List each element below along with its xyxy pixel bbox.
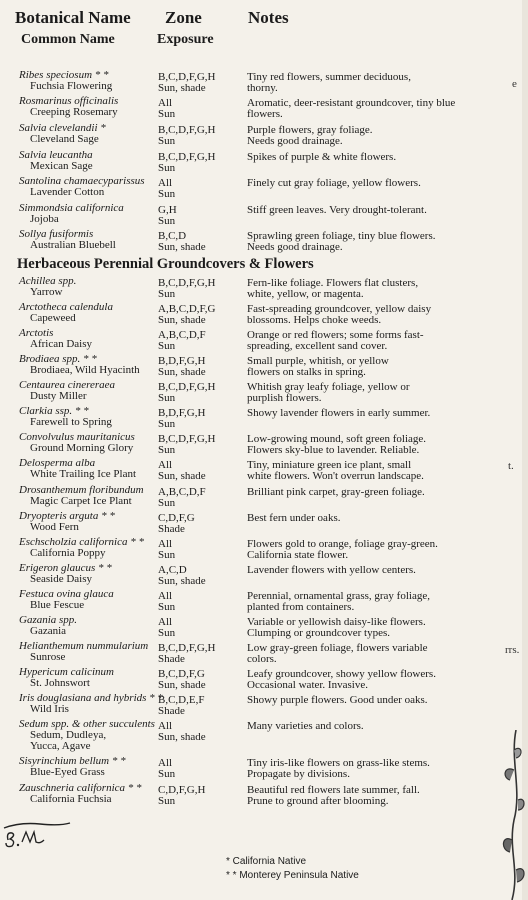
common-name: Dusty Miller [30, 390, 87, 402]
notes-cell [247, 98, 477, 119]
zone-exposure-cell [158, 152, 240, 174]
plant-name-cell [19, 537, 157, 559]
notes-cell [247, 304, 477, 325]
notes-cell [247, 231, 477, 252]
common-name: California Fuchsia [30, 793, 112, 805]
notes-cell [247, 408, 477, 419]
plant-name-cell [19, 692, 163, 715]
notes-line: Propagate by divisions. [247, 767, 350, 780]
notes-line: flowers. [247, 107, 283, 120]
notes-line: Fern-like foliage. Flowers flat clusters, [247, 277, 419, 289]
botanical-name: Salvia leucantha [19, 149, 93, 161]
notes-cell [247, 178, 477, 189]
botanical-name: Simmondsia californica [19, 202, 124, 214]
notes-cell [247, 205, 477, 216]
notes-cell [247, 125, 477, 146]
notes-line: thorny. [247, 81, 278, 94]
notes-cell [247, 591, 477, 612]
zone-value: All [158, 459, 173, 471]
notes-line: colors. [247, 652, 277, 665]
margin-fragment: t. [508, 460, 514, 472]
botanical-name: Brodiaea spp. * * [19, 353, 97, 365]
zone-value: All [158, 538, 173, 550]
botanical-name: Helianthemum nummularium [19, 640, 149, 652]
notes-line: purplish flowers. [247, 391, 322, 404]
exposure-value: Sun, shade [158, 82, 206, 94]
plant-name-cell [19, 123, 157, 145]
zone-value: C,D,F,G,H [158, 784, 206, 796]
zone-exposure-cell [158, 487, 240, 509]
plant-name-cell [19, 563, 157, 585]
exposure-value: Sun, shade [158, 679, 206, 691]
zone-value: B,C,D,F,G,H [158, 277, 216, 289]
notes-line: Best fern under oaks. [247, 512, 341, 524]
notes-line: white flowers. Won't overrun landscape. [247, 469, 424, 482]
zone-value: B,C,D,E,F [158, 694, 205, 706]
exposure-value: Sun, shade [158, 470, 206, 482]
common-name: Capeweed [30, 312, 76, 324]
exposure-value: Sun [158, 215, 176, 227]
notes-line: Needs good drainage. [247, 134, 343, 147]
common-name: Australian Bluebell [30, 239, 116, 251]
table-row [0, 229, 528, 263]
notes-line: Tiny red flowers, summer deciduous, [247, 71, 411, 83]
notes-line: Lavender flowers with yellow centers. [247, 564, 416, 576]
notes-line: Showy purple flowers. Good under oaks. [247, 694, 428, 706]
plant-name-cell [19, 783, 157, 805]
plant-name-cell [19, 511, 157, 533]
plant-name-cell [19, 96, 157, 118]
common-name: Seaside Daisy [30, 573, 93, 585]
zone-value: C,D,F,G [158, 512, 195, 524]
notes-cell [247, 785, 477, 806]
common-name: Sedum, Dudleya, [30, 729, 107, 741]
notes-line: blossoms. Helps choke weeds. [247, 313, 382, 326]
exposure-value: Sun [158, 549, 176, 561]
zone-exposure-cell [158, 125, 240, 147]
exposure-value: Shade [158, 705, 185, 717]
notes-cell [247, 278, 477, 299]
notes-line: Low-growing mound, soft green foliage. [247, 433, 427, 445]
notes-cell [247, 487, 477, 498]
exposure-value: Sun [158, 162, 176, 174]
notes-cell [247, 513, 477, 524]
plant-name-cell [19, 70, 157, 92]
zone-value: B,C,D,F,G,H [158, 124, 216, 136]
notes-line: Flowers sky-blue to lavender. Reliable. [247, 443, 420, 456]
zone-exposure-cell [158, 565, 240, 587]
plant-name-cell [19, 276, 157, 298]
zone-exposure-cell [158, 408, 240, 430]
exposure-value: Shade [158, 653, 185, 665]
zone-value: B,C,D [158, 230, 187, 242]
botanical-name: Centaurea cinereraea [19, 379, 116, 391]
notes-line: Finely cut gray foliage, yellow flowers. [247, 177, 421, 189]
zone-value: B,C,D,F,G,H [158, 381, 216, 393]
plant-name-cell [19, 354, 157, 376]
zone-value: A,B,C,D,F,G [158, 303, 216, 315]
zone-value: All [158, 616, 173, 628]
notes-cell [247, 721, 477, 732]
margin-fragment: rrs. [505, 644, 520, 656]
zone-value: All [158, 590, 173, 602]
zone-value: A,C,D [158, 564, 187, 576]
notes-line: Stiff green leaves. Very drought-tolerant. [247, 204, 427, 216]
zone-value: All [158, 97, 173, 109]
botanical-name: Sisyrinchium bellum * * [19, 755, 126, 767]
botanical-name: Sedum spp. & other succulents [19, 718, 155, 730]
zone-exposure-cell [158, 278, 240, 300]
exposure-value: Sun, shade [158, 575, 206, 587]
notes-line: Occasional water. Invasive. [247, 678, 368, 691]
botanical-name: Achillea spp. [19, 275, 77, 287]
plant-name-cell [19, 458, 157, 480]
plant-name-cell [19, 176, 157, 198]
zone-value: B,C,D,F,G,H [158, 433, 216, 445]
botanical-name: Ribes speciosum * * [19, 69, 109, 81]
notes-line: Brilliant pink carpet, gray-green foliage. [247, 486, 425, 498]
notes-line: spreading, excellent sand cover. [247, 339, 388, 352]
botanical-name: Sollya fusiformis [19, 228, 94, 240]
plant-name-cell [19, 615, 157, 637]
common-name: Yucca, Agave [30, 740, 91, 752]
zone-exposure-cell [158, 460, 240, 482]
notes-line: Tiny iris-like flowers on grass-like stems. [247, 757, 430, 769]
common-name: Mexican Sage [30, 160, 93, 172]
zone-exposure-cell [158, 643, 240, 665]
notes-line: Many varieties and colors. [247, 720, 364, 732]
common-name: California Poppy [30, 547, 106, 559]
exposure-value: Sun [158, 188, 176, 200]
botanical-name: Eschscholzia californica * * [19, 536, 144, 548]
zone-exposure-cell [158, 785, 240, 807]
zone-exposure-cell [158, 382, 240, 404]
zone-exposure-cell [158, 356, 240, 378]
handwritten-signature [0, 818, 80, 852]
plant-name-cell [19, 406, 157, 428]
notes-cell [247, 330, 477, 351]
common-name: African Daisy [30, 338, 93, 350]
zone-exposure-cell [158, 695, 240, 717]
notes-cell [247, 152, 477, 163]
notes-cell [247, 695, 477, 706]
notes-line: flowers on stalks in spring. [247, 365, 366, 378]
exposure-value: Shade [158, 523, 185, 535]
common-name: Wild Iris [30, 703, 69, 715]
table-row [0, 719, 528, 753]
exposure-value: Sun [158, 340, 176, 352]
common-name: Creeping Rosemary [30, 106, 118, 118]
notes-line: Purple flowers, gray foliage. [247, 124, 373, 136]
plant-name-cell [19, 756, 157, 778]
common-name: Fuchsia Flowering [30, 80, 113, 92]
exposure-value: Sun [158, 392, 176, 404]
common-name: Blue-Eyed Grass [30, 766, 105, 778]
zone-value: B,C,D,F,G,H [158, 71, 216, 83]
notes-cell [247, 356, 477, 377]
notes-line: Flowers gold to orange, foliage gray-green. [247, 538, 438, 550]
notes-line: Small purple, whitish, or yellow [247, 355, 389, 367]
botanical-name: Gazania spp. [19, 614, 78, 626]
notes-line: Aromatic, deer-resistant groundcover, tiny blue [247, 97, 456, 109]
zone-exposure-cell [158, 72, 240, 94]
plant-name-cell [19, 432, 157, 454]
zone-value: B,C,D,F,G,H [158, 642, 216, 654]
notes-cell [247, 382, 477, 403]
plant-name-cell [19, 589, 157, 611]
notes-line: Beautiful red flowers late summer, fall. [247, 784, 420, 796]
zone-exposure-cell [158, 304, 240, 326]
column-header-exposure: Exposure [157, 32, 214, 47]
zone-value: All [158, 757, 173, 769]
botanical-name: Rosmarinus officinalis [19, 95, 119, 107]
plant-name-cell [19, 380, 157, 402]
exposure-value: Sun [158, 418, 176, 430]
zone-exposure-cell [158, 205, 240, 227]
plant-name-cell [19, 485, 157, 507]
plant-name-cell [19, 641, 157, 663]
zone-exposure-cell [158, 539, 240, 561]
common-name: Farewell to Spring [30, 416, 112, 428]
botanical-name: Hypericum calicinum [19, 666, 114, 678]
common-name: St. Johnswort [30, 677, 90, 689]
notes-line: Variable or yellowish daisy-like flowers. [247, 616, 426, 628]
notes-cell [247, 460, 477, 481]
notes-line: Spikes of purple & white flowers. [247, 151, 397, 163]
zone-exposure-cell [158, 330, 240, 352]
exposure-value: Sun, shade [158, 366, 206, 378]
zone-exposure-cell [158, 617, 240, 639]
notes-line: planted from containers. [247, 600, 355, 613]
notes-cell [247, 72, 477, 93]
notes-line: Needs good drainage. [247, 240, 343, 253]
botanical-name: Iris douglasiana and hybrids * * [19, 692, 163, 704]
plant-name-cell [19, 203, 157, 225]
plant-name-cell [19, 719, 157, 752]
plant-name-cell [19, 667, 157, 689]
common-name: Gazania [30, 625, 67, 637]
notes-cell [247, 565, 477, 576]
exposure-value: Sun [158, 288, 176, 300]
zone-exposure-cell [158, 98, 240, 120]
plant-name-cell [19, 328, 157, 350]
zone-value: B,C,D,F,G [158, 668, 205, 680]
notes-line: Prune to ground after blooming. [247, 794, 389, 807]
zone-value: B,D,F,G,H [158, 407, 206, 419]
exposure-value: Sun [158, 768, 176, 780]
footnote-california-native: * California Native [226, 856, 307, 867]
botanical-name: Erigeron glaucus * * [19, 562, 112, 574]
notes-cell [247, 669, 477, 690]
plant-name-cell [19, 302, 157, 324]
botanical-name: Drosanthemum floribundum [19, 484, 144, 496]
exposure-value: Sun [158, 497, 176, 509]
column-header-zone: Zone [165, 8, 202, 27]
notes-line: Sprawling green foliage, tiny blue flowers. [247, 230, 436, 242]
notes-cell [247, 617, 477, 638]
botanical-name: Clarkia ssp. * * [19, 405, 89, 417]
botanical-name: Santolina chamaecyparissus [19, 175, 145, 187]
notes-line: Clumping or groundcover types. [247, 626, 390, 639]
zone-exposure-cell [158, 513, 240, 535]
footnote-monterey-native: * * Monterey Peninsula Native [226, 870, 359, 881]
notes-cell [247, 758, 477, 779]
zone-value: All [158, 720, 173, 732]
zone-exposure-cell [158, 669, 240, 691]
zone-exposure-cell [158, 591, 240, 613]
notes-cell [247, 539, 477, 560]
zone-exposure-cell [158, 178, 240, 200]
zone-value: G,H [158, 204, 177, 216]
notes-line: Whitish gray leafy foliage, yellow or [247, 381, 410, 393]
exposure-value: Sun [158, 627, 176, 639]
notes-line: Perennial, ornamental grass, gray foliage, [247, 590, 430, 602]
common-name: Yarrow [30, 286, 63, 298]
common-name: Ground Morning Glory [30, 442, 134, 454]
notes-line: Orange or red flowers; some forms fast- [247, 329, 424, 341]
zone-value: B,D,F,G,H [158, 355, 206, 367]
notes-line: California state flower. [247, 548, 349, 561]
common-name: Lavender Cotton [30, 186, 105, 198]
zone-exposure-cell [158, 721, 240, 743]
margin-fragment: e [512, 78, 517, 90]
notes-cell [247, 434, 477, 455]
common-name: Wood Fern [30, 521, 79, 533]
botanical-name: Delosperma alba [19, 457, 96, 469]
exposure-value: Sun [158, 108, 176, 120]
botanical-illustration [498, 730, 528, 900]
notes-line: Leafy groundcover, showy yellow flowers. [247, 668, 436, 680]
column-header-common-name: Common Name [21, 32, 115, 47]
exposure-value: Sun [158, 795, 176, 807]
exposure-value: Sun [158, 135, 176, 147]
zone-value: B,C,D,F,G,H [158, 151, 216, 163]
botanical-name: Zauschneria californica * * [19, 782, 142, 794]
botanical-name: Convolvulus mauritanicus [19, 431, 135, 443]
zone-value: A,B,C,D,F [158, 486, 206, 498]
notes-line: Tiny, miniature green ice plant, small [247, 459, 412, 471]
section-title-perennials: Herbaceous Perennial Groundcovers & Flowers [17, 256, 314, 272]
exposure-value: Sun, shade [158, 241, 206, 253]
notes-line: Low gray-green foliage, flowers variable [247, 642, 428, 654]
column-header-botanical-name: Botanical Name [15, 8, 131, 27]
zone-value: A,B,C,D,F [158, 329, 206, 341]
exposure-value: Sun [158, 444, 176, 456]
common-name: Sunrose [30, 651, 66, 663]
exposure-value: Sun, shade [158, 314, 206, 326]
zone-exposure-cell [158, 231, 240, 253]
botanical-name: Festuca ovina glauca [19, 588, 114, 600]
notes-cell [247, 643, 477, 664]
botanical-name: Dryopteris arguta * * [19, 510, 115, 522]
plant-name-cell [19, 150, 157, 172]
common-name: Magic Carpet Ice Plant [30, 495, 132, 507]
zone-value: All [158, 177, 173, 189]
common-name: Blue Fescue [30, 599, 85, 611]
zone-exposure-cell [158, 758, 240, 780]
column-header-notes: Notes [248, 8, 289, 27]
zone-exposure-cell [158, 434, 240, 456]
botanical-name: Arctotis [19, 327, 54, 339]
common-name: Brodiaea, Wild Hyacinth [30, 364, 140, 376]
notes-line: Fast-spreading groundcover, yellow daisy [247, 303, 432, 315]
exposure-value: Sun [158, 601, 176, 613]
plant-name-cell [19, 229, 157, 251]
notes-line: white, yellow, or magenta. [247, 287, 364, 300]
table-row [0, 783, 528, 817]
exposure-value: Sun, shade [158, 731, 206, 743]
footnotes [226, 855, 359, 883]
notes-line: Showy lavender flowers in early summer. [247, 407, 431, 419]
botanical-name: Salvia clevelandii * [19, 122, 106, 134]
common-name: White Trailing Ice Plant [30, 468, 137, 480]
common-name: Cleveland Sage [30, 133, 99, 145]
common-name: Jojoba [30, 213, 59, 225]
botanical-name: Arctotheca calendula [19, 301, 113, 313]
